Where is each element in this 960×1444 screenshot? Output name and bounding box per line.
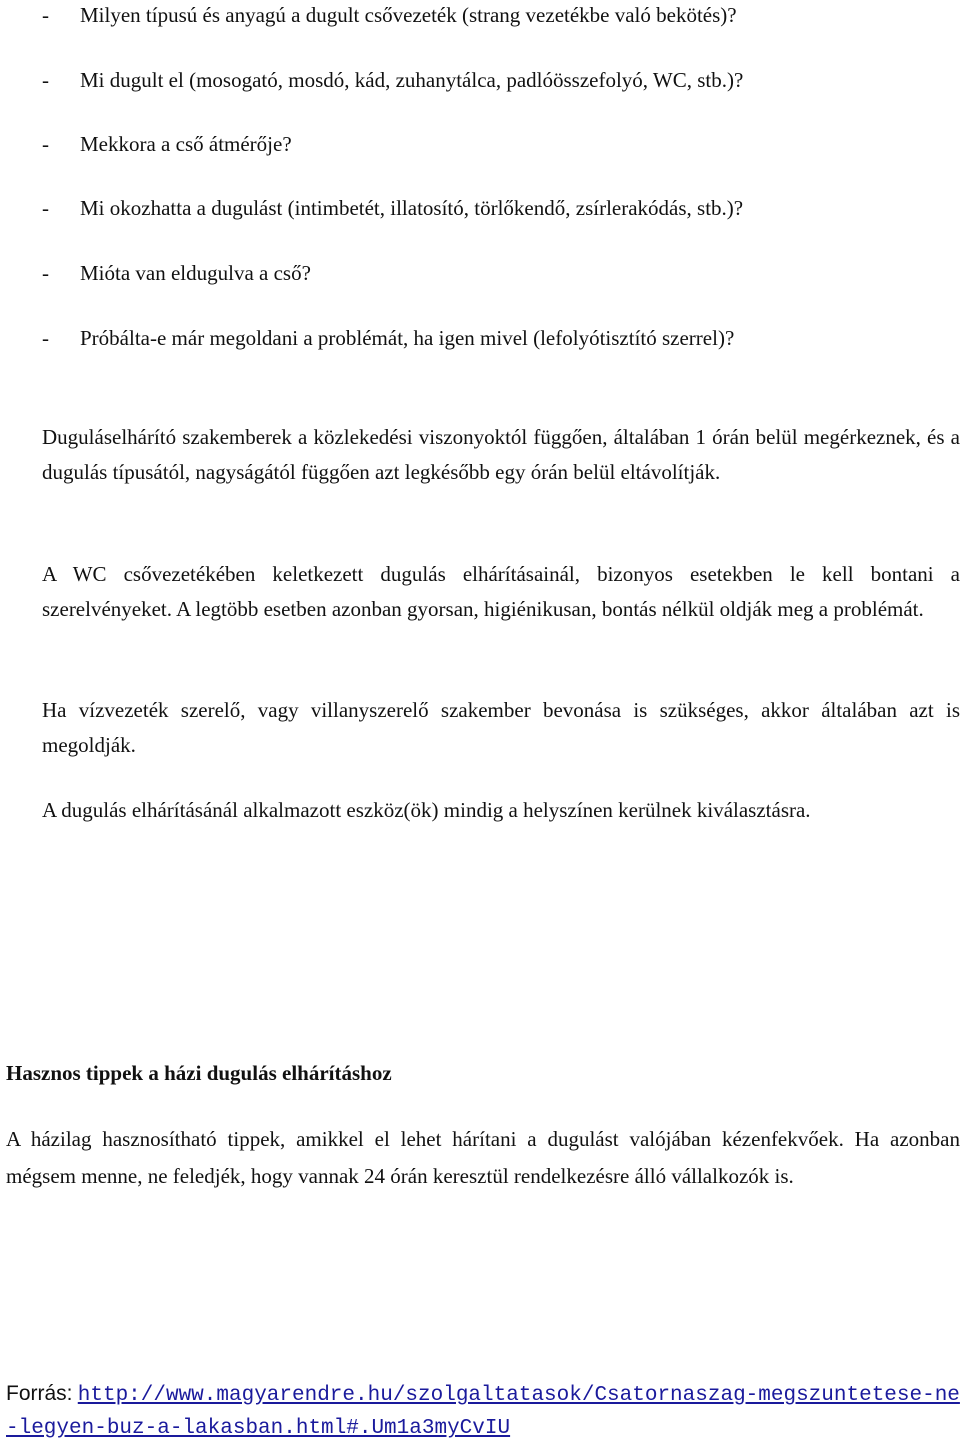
question-text: Próbálta-e már megoldani a problémát, ha igen mivel (lefolyótisztító szerrel)? <box>80 326 735 350</box>
section-heading: Hasznos tippek a házi dugulás elhárításhoz <box>6 1061 392 1085</box>
question-text: Mi okozhatta a dugulást (intimbetét, illatosító, törlőkendő, zsírlerakódás, stb.)? <box>80 196 744 220</box>
question-text: Mióta van eldugulva a cső? <box>80 261 311 285</box>
question-item <box>42 196 743 220</box>
question-item <box>42 326 734 350</box>
paragraph-plumber: Ha vízvezeték szerelő, vagy villanyszerelő szakember bevonása is szükséges, akkor általában azt is megoldják. <box>42 698 960 757</box>
tips-paragraph: A házilag hasznosítható tippek, amikkel el lehet hárítani a dugulást valójában kézenfekvőek. Ha azonban mégsem menne, ne feledjék, hogy vannak 24 órán keresztül rendelkezésre álló vállalkozók is. <box>6 1127 960 1188</box>
question-item <box>42 132 292 156</box>
bullet-dash: - <box>42 132 49 156</box>
question-item <box>42 68 743 92</box>
paragraph-arrival: Duguláselhárító szakemberek a közlekedési viszonyoktól függően, általában 1 órán belül megérkeznek, és a dugulás típusától, nagyságától függően azt legkésőbb egy órán belül eltávolítják. <box>42 425 960 484</box>
bullet-dash: - <box>42 261 49 285</box>
source-link[interactable]: http://www.magyarendre.hu/szolgaltatasok/Csatornaszag-megszuntetese-ne-legyen-buz-a-lakasban.html#.Um1a3myCvIU <box>6 1384 960 1440</box>
paragraph-wc: A WC csővezetékében keletkezett dugulás elhárításainál, bizonyos esetekben le kell bontani a szerelvényeket. A legtöbb esetben azonban gyorsan, higiénikusan, bontás nélkül oldják meg a problémát. <box>42 562 960 621</box>
source-label: Forrás: <box>6 1382 73 1405</box>
bullet-dash: - <box>42 68 49 92</box>
paragraph-tools: A dugulás elhárításánál alkalmazott eszköz(ök) mindig a helyszínen kerülnek kiválasztásra. <box>42 798 811 822</box>
question-item <box>42 3 737 27</box>
question-text: Mi dugult el (mosogató, mosdó, kád, zuhanytálca, padlóösszefolyó, WC, stb.)? <box>80 68 744 92</box>
source-line <box>6 1378 960 1444</box>
bullet-dash: - <box>42 3 49 27</box>
question-text: Milyen típusú és anyagú a dugult csővezeték (strang vezetékbe való bekötés)? <box>80 3 737 27</box>
bullet-dash: - <box>42 196 49 220</box>
question-item <box>42 261 311 285</box>
question-text: Mekkora a cső átmérője? <box>80 132 292 156</box>
bullet-dash: - <box>42 326 49 350</box>
